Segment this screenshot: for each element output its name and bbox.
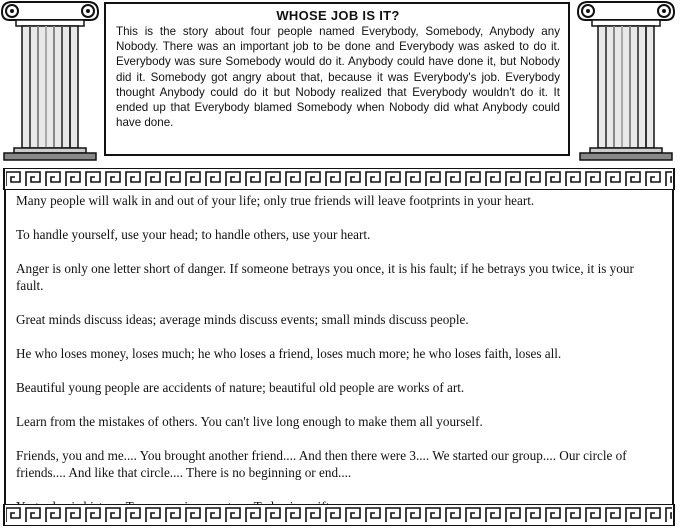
greek-key-border-top (0, 168, 680, 190)
quote-item: Many people will walk in and out of your life; only true friends will leave footprints in your heart. (16, 193, 535, 208)
quote-item: Learn from the mistakes of others. You can't live long enough to make them all yourself. (16, 414, 483, 429)
quote-item: Friends, you and me.... You brought another friend.... And then there were 3.... We started our group.... Our circle of friends.... And like that circle.... There is no beginning or end.... (16, 448, 627, 480)
story-title: WHOSE JOB IS IT? (276, 8, 400, 23)
story-box (104, 2, 570, 156)
quote-item: Beautiful young people are accidents of nature; beautiful old people are works of art. (16, 380, 465, 395)
quote-item: Anger is only one letter short of danger. If someone betrays you once, it is his fault; if he betrays you twice, it is your fault. (16, 261, 634, 293)
greek-key-border-bottom (0, 504, 680, 526)
left-column-illustration (0, 0, 100, 162)
quote-item: To handle yourself, use your head; to handle others, use your heart. (16, 227, 371, 242)
quote-item: He who loses money, loses much; he who loses a friend, loses much more; he who loses faith, loses all. (16, 346, 562, 361)
right-column-illustration (576, 0, 676, 162)
quotes-list (4, 190, 674, 504)
quote-item: Great minds discuss ideas; average minds discuss events; small minds discuss people. (16, 312, 469, 327)
story-body: This is the story about four people named Everybody, Somebody, Anybody any Nobody. There was an important job to be done and Everybody was asked to do it. Everybody was sure Somebody would do it. Anybody could have done it, but Nobody did it. Somebody got angry about that, because it was Everybody's job. Everybody thought Anybody could do it but Nobody realized that Everybody wouldn't do it. It ended up that Everybody blamed Somebody when Nobody did what Anybody could have done. (116, 25, 560, 130)
